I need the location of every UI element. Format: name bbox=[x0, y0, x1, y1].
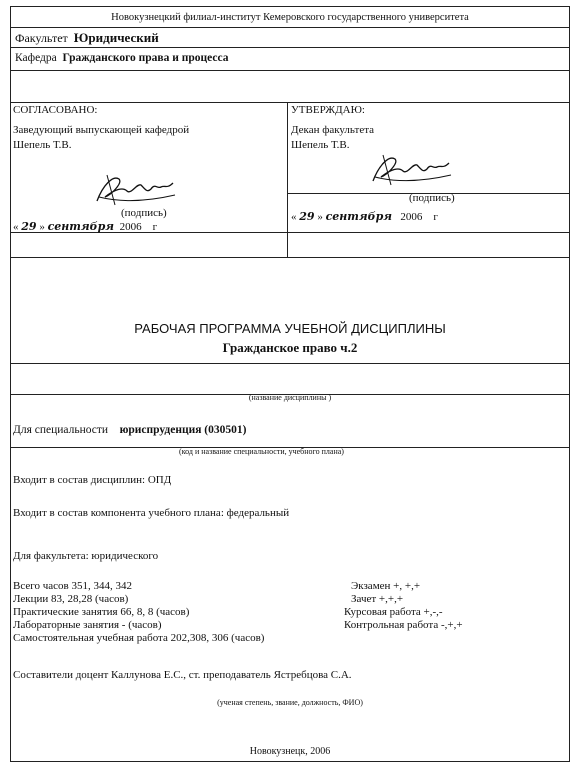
department-row bbox=[15, 52, 229, 65]
total-hours: Всего часов 351, 344, 342 bbox=[13, 580, 132, 592]
practical-hours: Практические занятия 66, 8, 8 (часов) bbox=[13, 606, 190, 618]
department-value: Гражданского права и процесса bbox=[62, 52, 229, 64]
left-approval-heading: СОГЛАСОВАНО: bbox=[13, 104, 98, 116]
department-label: Кафедра bbox=[15, 52, 57, 64]
right-approval-date: « 29 » сентября 2006 г bbox=[291, 210, 438, 223]
rule bbox=[11, 363, 569, 364]
exam-line: Экзамен +, +,+ bbox=[351, 580, 421, 592]
control-work-line: Контрольная работа -,+,+ bbox=[344, 619, 463, 631]
rule bbox=[11, 257, 569, 258]
faculty-line: Для факультета: юридического bbox=[13, 550, 159, 562]
coursework-line: Курсовая работа +,-,- bbox=[344, 606, 443, 618]
date-year: 2006 bbox=[119, 221, 142, 233]
laboratory-hours: Лабораторные занятия - (часов) bbox=[13, 619, 162, 631]
signature-image bbox=[369, 147, 455, 189]
right-sign-caption: (подпись) bbox=[409, 192, 455, 204]
signature-image bbox=[93, 167, 179, 209]
rule bbox=[287, 232, 569, 233]
lecture-hours: Лекции 83, 28,28 (часов) bbox=[13, 593, 129, 605]
date-day: 29 bbox=[21, 220, 37, 233]
faculty-row bbox=[15, 31, 159, 45]
faculty-label: Факультет bbox=[15, 31, 68, 45]
program-title: РАБОЧАЯ ПРОГРАММА УЧЕБНОЙ ДИСЦИПЛИНЫ bbox=[134, 321, 446, 336]
rule bbox=[11, 102, 569, 103]
specialty-value: юриспруденция (030501) bbox=[119, 424, 247, 436]
date-year: 2006 bbox=[400, 211, 423, 223]
rule bbox=[11, 27, 569, 28]
form-frame bbox=[10, 6, 570, 762]
left-sign-caption: (подпись) bbox=[121, 207, 167, 219]
date-month: сентября bbox=[47, 220, 115, 233]
left-approval-name: Шепель Т.В. bbox=[13, 139, 72, 151]
city-year: Новокузнецк, 2006 bbox=[249, 746, 331, 757]
left-approval-date: « 29 » сентября 2006 г bbox=[13, 220, 158, 233]
credit-line: Зачет +,+,+ bbox=[351, 593, 404, 605]
composition-line: Входит в состав дисциплин: ОПД bbox=[13, 474, 172, 486]
specialty-label: Для специальности bbox=[13, 424, 109, 436]
discipline-name: Гражданское право ч.2 bbox=[222, 340, 358, 355]
specialty-caption: (код и название специальности, учебного плана) bbox=[179, 447, 344, 456]
date-month: сентября bbox=[325, 210, 393, 223]
institute-name: Новокузнецкий филиал-институт Кемеровского государственного университета bbox=[111, 12, 469, 23]
authors-caption: (ученая степень, звание, должность, ФИО) bbox=[217, 698, 363, 707]
right-approval-name: Шепель Т.В. bbox=[291, 139, 350, 151]
left-approval-role: Заведующий выпускающей кафедрой bbox=[13, 124, 190, 136]
right-approval-heading: УТВЕРЖДАЮ: bbox=[291, 104, 365, 116]
date-day: 29 bbox=[299, 210, 315, 223]
right-approval-role: Декан факультета bbox=[291, 124, 375, 136]
specialty-row bbox=[13, 424, 246, 437]
column-divider bbox=[287, 102, 288, 257]
independent-hours: Самостоятельная учебная работа 202,308, 306 (часов) bbox=[13, 632, 265, 644]
rule bbox=[11, 70, 569, 71]
rule bbox=[11, 47, 569, 48]
faculty-value: Юридический bbox=[73, 30, 159, 45]
authors-line: Составители доцент Каллунова Е.С., ст. преподаватель Ястребцова С.А. bbox=[13, 669, 352, 681]
component-line: Входит в состав компонента учебного плана: федеральный bbox=[13, 507, 290, 519]
discipline-caption: (название дисциплины ) bbox=[248, 393, 332, 402]
